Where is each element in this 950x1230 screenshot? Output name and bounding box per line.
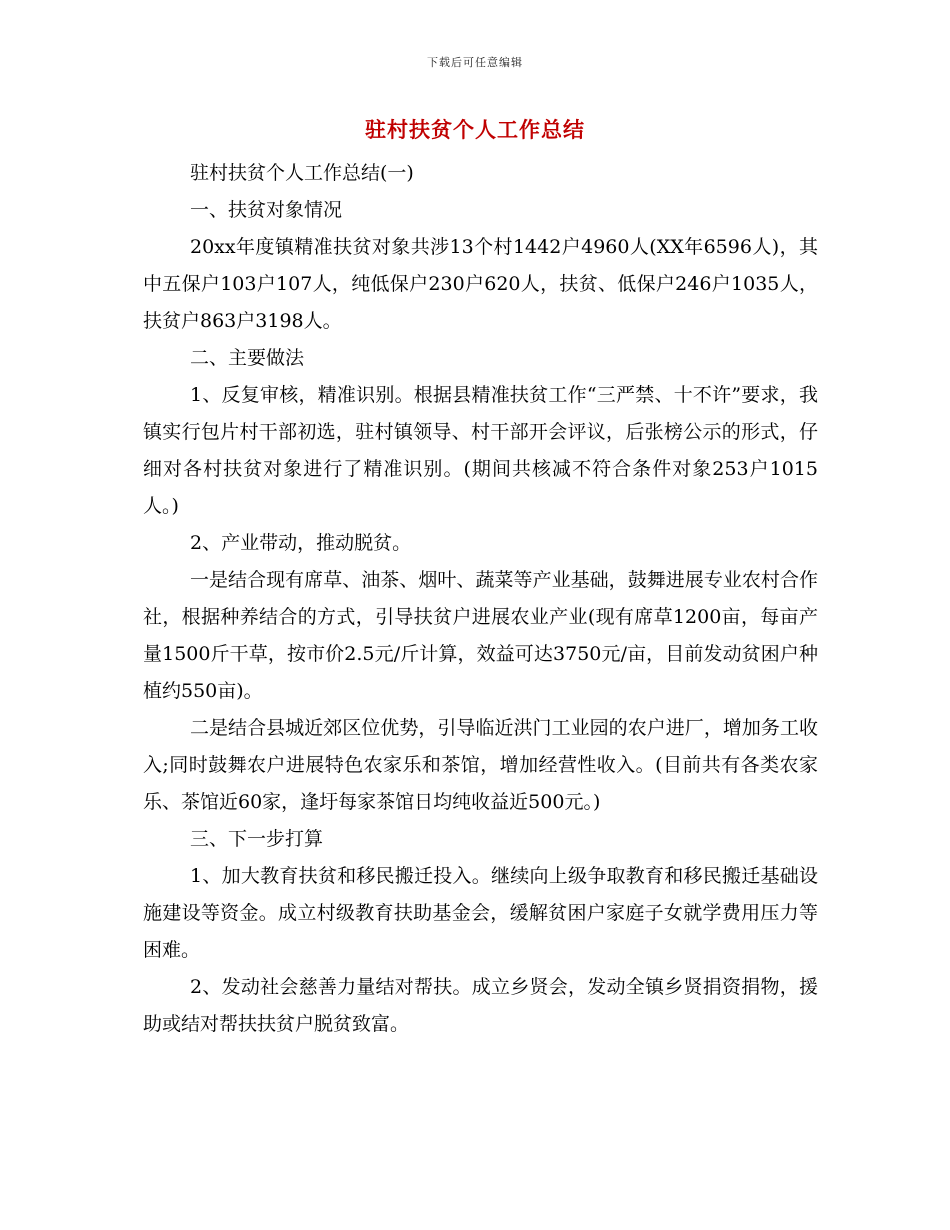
subsection-heading: 2、产业带动，推动脱贫。 — [190, 532, 412, 554]
section-heading: 三、下一步打算 — [190, 828, 324, 850]
section-heading: 一、扶贫对象情况 — [190, 199, 343, 221]
section-heading: 二、主要做法 — [190, 347, 305, 369]
body-paragraph: 二是结合县城近郊区位优势，引导临近洪门工业园的农户进厂，增加务工收入;同时鼓舞农户进展特色农家乐和茶馆，增加经营性收入。(目前共有各类农家乐、茶馆近60家，逢圩每家茶馆日均纯收益近500元。) — [143, 717, 818, 813]
body-paragraph: 2、发动社会慈善力量结对帮扶。成立乡贤会，发动全镇乡贤捐资捐物，援助或结对帮扶扶贫户脱贫致富。 — [143, 976, 818, 1035]
body-paragraph: 20xx年度镇精准扶贫对象共涉13个村1442户4960人(XX年6596人)，其中五保户103户107人，纯低保户230户620人，扶贫、低保户246户1035人，扶贫户863户3198人。 — [143, 236, 818, 332]
document-body — [143, 155, 818, 1043]
header-note: 下载后可任意编辑 — [427, 56, 523, 69]
document-title: 驻村扶贫个人工作总结 — [365, 117, 585, 142]
body-paragraph: 1、加大教育扶贫和移民搬迁投入。继续向上级争取教育和移民搬迁基础设施建设等资金。成立村级教育扶助基金会，缓解贫困户家庭子女就学费用压力等困难。 — [143, 865, 818, 961]
body-paragraph: 一是结合现有席草、油茶、烟叶、蔬菜等产业基础，鼓舞进展专业农村合作社，根据种养结合的方式，引导扶贫户进展农业产业(现有席草1200亩，每亩产量1500斤干草，按市价2.5元/斤计算，效益可达3750元/亩，目前发动贫困户种植约550亩)。 — [143, 569, 818, 702]
subtitle-paragraph: 驻村扶贫个人工作总结(一) — [190, 162, 414, 184]
body-paragraph: 1、反复审核，精准识别。根据县精准扶贫工作“三严禁、十不许”要求，我镇实行包片村干部初选，驻村镇领导、村干部开会评议，后张榜公示的形式，仔细对各村扶贫对象进行了精准识别。(期间共核减不符合条件对象253户1015人。) — [143, 384, 818, 517]
